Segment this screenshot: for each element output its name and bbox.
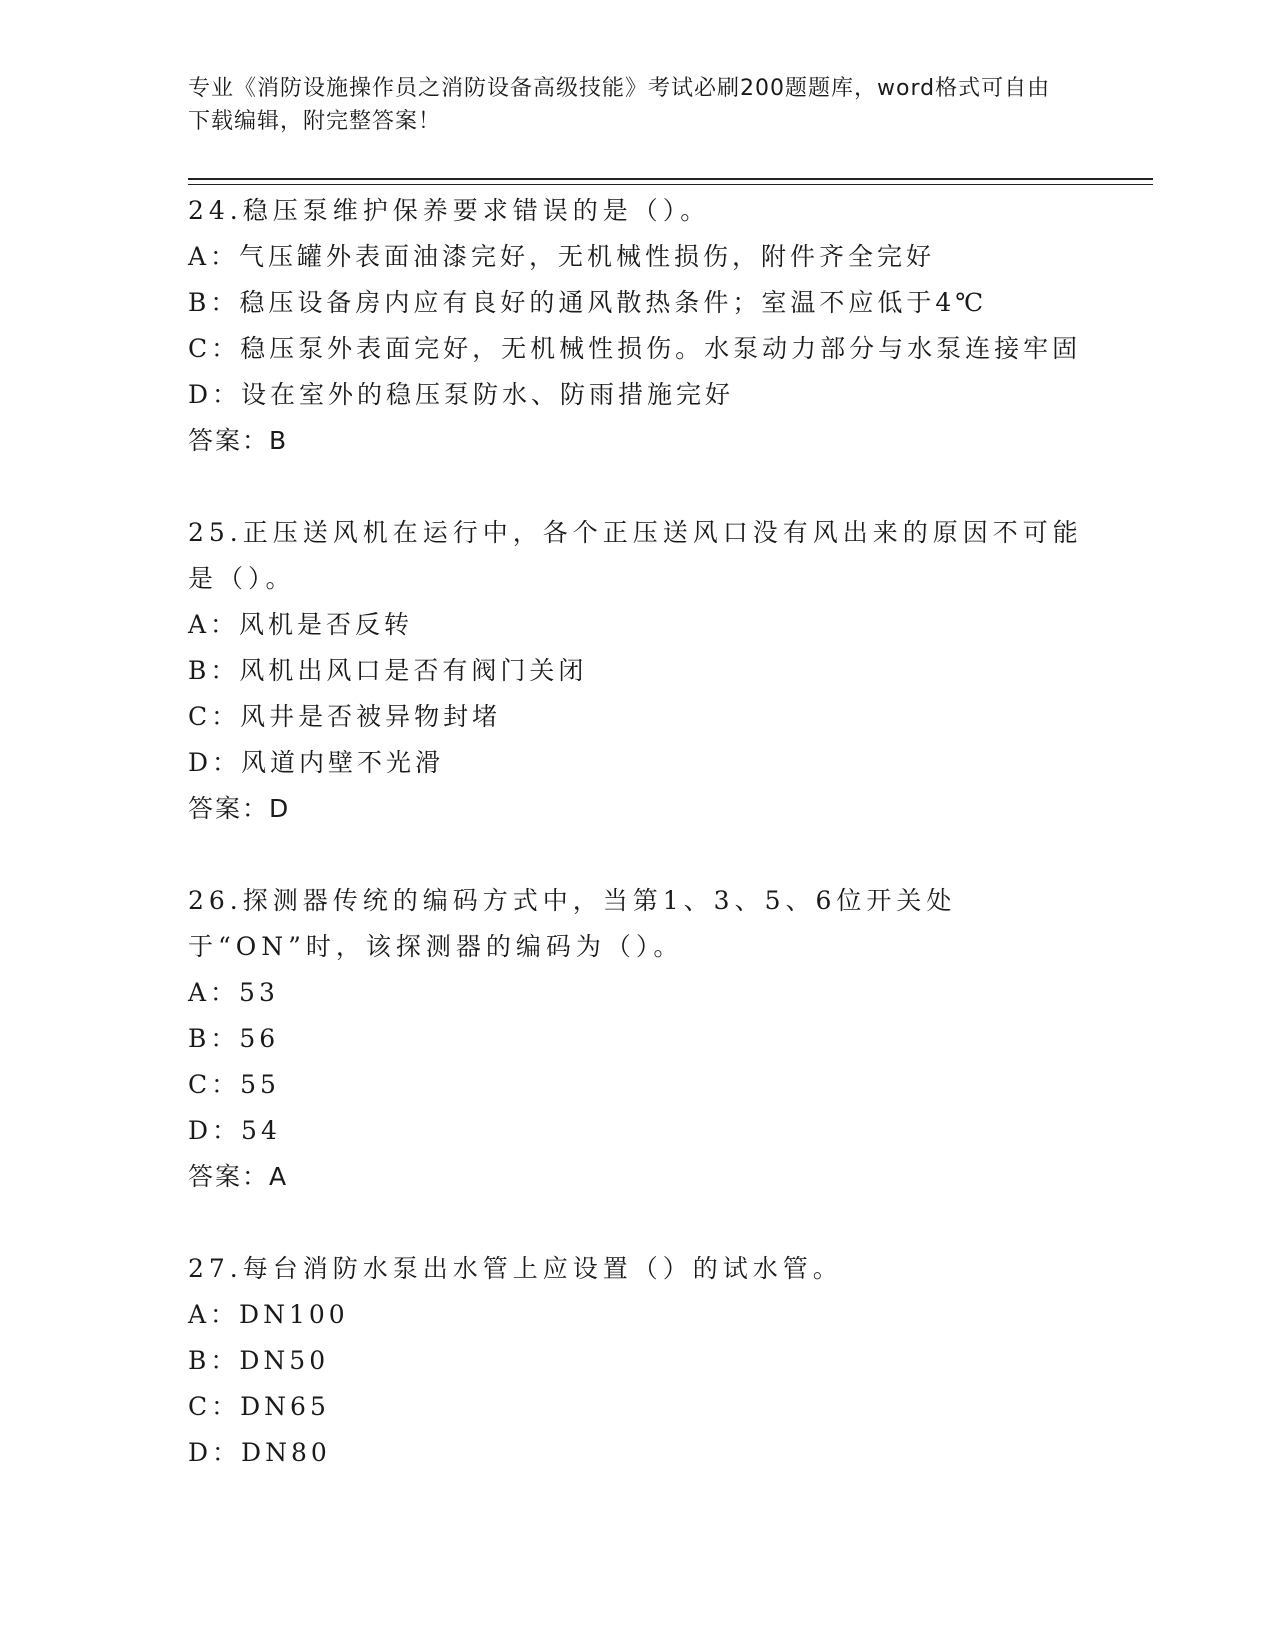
option-d: D：54 xyxy=(188,1116,281,1145)
option-d: D：DN80 xyxy=(188,1438,331,1467)
question-25 xyxy=(188,510,1088,832)
answer-text: 答案：D xyxy=(188,794,291,823)
question-list xyxy=(188,188,1088,1522)
option-b: B：56 xyxy=(188,1024,280,1053)
option-d: D：设在室外的稳压泵防水、防雨措施完好 xyxy=(188,380,735,409)
option-c: C：55 xyxy=(188,1070,280,1099)
answer-text: 答案：A xyxy=(188,1162,289,1191)
header-divider-thin xyxy=(188,184,1153,185)
question-24 xyxy=(188,188,1088,464)
question-26 xyxy=(188,878,1088,1200)
option-b: B：风机出风口是否有阀门关闭 xyxy=(188,656,588,685)
option-a: A：气压罐外表面油漆完好，无机械性损伤，附件齐全完好 xyxy=(188,242,936,271)
question-stem: 27.每台消防水泵出水管上应设置（）的试水管。 xyxy=(188,1254,843,1283)
question-stem: 26.探测器传统的编码方式中，当第1、3、5、6位开关处于“ON”时，该探测器的编码为（）。 xyxy=(188,886,957,961)
question-stem: 25.正压送风机在运行中，各个正压送风口没有风出来的原因不可能是（）。 xyxy=(188,518,1083,593)
option-a: A：53 xyxy=(188,978,279,1007)
option-c: C：稳压泵外表面完好，无机械性损伤。水泵动力部分与水泵连接牢固 xyxy=(188,334,1082,363)
answer-text: 答案：B xyxy=(188,426,289,455)
question-27 xyxy=(188,1246,1088,1476)
option-a: A：风机是否反转 xyxy=(188,610,414,639)
option-b: B：DN50 xyxy=(188,1346,330,1375)
header-divider-thick xyxy=(188,178,1153,180)
question-stem: 24.稳压泵维护保养要求错误的是（）。 xyxy=(188,196,711,225)
document-header: 专业《消防设施操作员之消防设备高级技能》考试必刷200题题库，word格式可自由下载编辑，附完整答案！ xyxy=(188,76,1051,134)
option-a: A：DN100 xyxy=(188,1300,349,1329)
option-b: B：稳压设备房内应有良好的通风散热条件；室温不应低于4℃ xyxy=(188,288,988,317)
option-c: C：风井是否被异物封堵 xyxy=(188,702,502,731)
option-d: D：风道内壁不光滑 xyxy=(188,748,445,777)
option-c: C：DN65 xyxy=(188,1392,330,1421)
